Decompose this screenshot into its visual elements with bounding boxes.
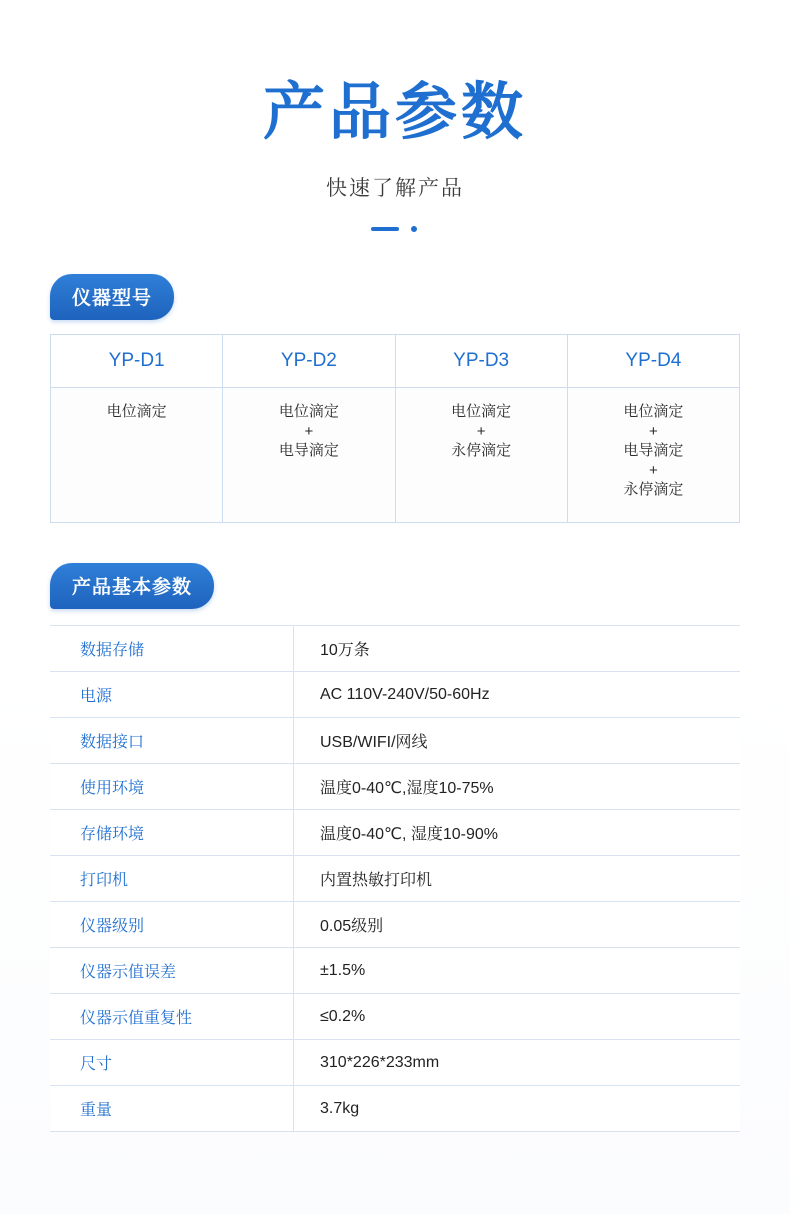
table-row [50,1040,740,1086]
model-cell [223,388,395,523]
model-cell-line: 电位滴定 [278,403,339,421]
model-cell-line: 永停滴定 [451,442,512,460]
param-key: 重量 [50,1086,294,1132]
divider-dot-icon [411,226,417,232]
table-row [50,810,740,856]
param-value: 内置热敏打印机 [294,856,741,902]
param-key: 数据接口 [50,718,294,764]
param-key: 尺寸 [50,1040,294,1086]
page-header [0,0,790,234]
model-table-row [51,388,740,523]
model-cell [51,388,223,523]
model-cell-line: + [304,422,314,440]
param-key: 打印机 [50,856,294,902]
param-value: 3.7kg [294,1086,741,1132]
param-value: 310*226*233mm [294,1040,741,1086]
table-row [50,626,740,672]
model-cell-line: 电位滴定 [623,403,684,421]
param-value: 温度0-40℃,湿度10-75% [294,764,741,810]
param-key: 仪器示值重复性 [50,994,294,1040]
model-cell-line: 电导滴定 [278,442,339,460]
param-value: USB/WIFI/网线 [294,718,741,764]
param-key: 数据存储 [50,626,294,672]
param-key: 电源 [50,672,294,718]
params-table-wrapper [50,625,740,1132]
table-row [50,1086,740,1132]
model-table [50,334,740,523]
model-cell-line: 电导滴定 [623,442,684,460]
model-cell-line: 电位滴定 [451,403,512,421]
model-cell [567,388,739,523]
table-row [50,948,740,994]
param-value: ±1.5% [294,948,741,994]
params-section [0,563,790,1132]
title-divider [371,224,419,234]
params-section-label: 产品基本参数 [50,563,214,609]
param-key: 仪器级别 [50,902,294,948]
model-table-header-row [51,335,740,388]
table-row [50,994,740,1040]
param-value: ≤0.2% [294,994,741,1040]
model-cell-line: 永停滴定 [623,481,684,499]
model-section-label: 仪器型号 [50,274,174,320]
table-row [50,764,740,810]
model-column-header: YP-D3 [395,335,567,388]
model-cell [395,388,567,523]
divider-bar-icon [371,227,399,231]
model-cell-line: + [648,461,658,479]
table-row [50,902,740,948]
model-cell-line: + [476,422,486,440]
param-key: 存储环境 [50,810,294,856]
model-section [0,274,790,523]
params-table [50,625,740,1132]
param-key: 仪器示值误差 [50,948,294,994]
param-key: 使用环境 [50,764,294,810]
page-title: 产品参数 [262,75,527,148]
table-row [50,718,740,764]
model-cell-line: + [648,422,658,440]
param-value: 0.05级别 [294,902,741,948]
model-column-header: YP-D4 [567,335,739,388]
page-subtitle: 快速了解产品 [326,177,464,201]
model-cell-line: 电位滴定 [106,403,167,421]
param-value: 温度0-40℃, 湿度10-90% [294,810,741,856]
model-column-header: YP-D1 [51,335,223,388]
param-value: AC 110V-240V/50-60Hz [294,672,741,718]
param-value: 10万条 [294,626,741,672]
model-column-header: YP-D2 [223,335,395,388]
table-row [50,672,740,718]
table-row [50,856,740,902]
